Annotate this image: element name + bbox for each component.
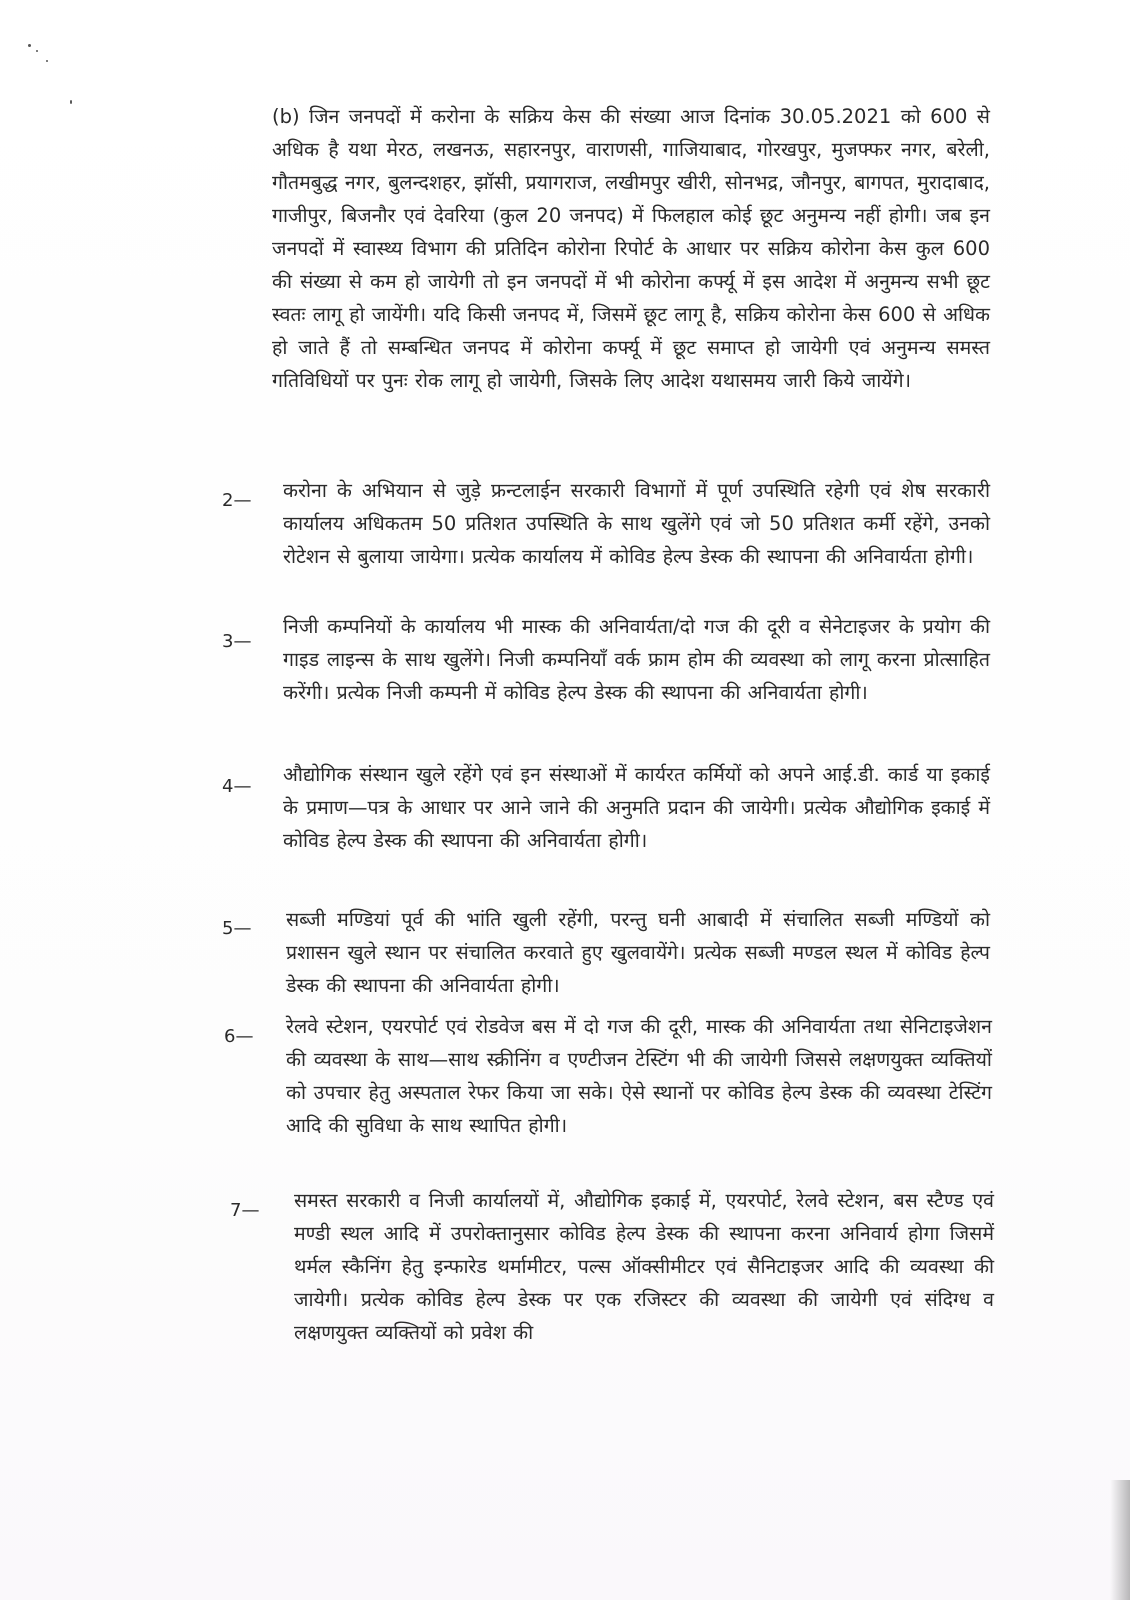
scan-speck [36,50,38,52]
paragraph-number: 7— [230,1200,260,1221]
scan-speck [28,44,31,47]
scan-speck [46,60,48,62]
scan-speck [70,100,72,104]
paragraph-5: सब्जी मण्डियां पूर्व की भांति खुली रहेंगी, परन्तु घनी आबादी में संचालित सब्जी मण्डियों को प्रशासन खुले स्थान पर संचालित करवाते हुए खुलवायेंगे। प्रत्येक सब्जी मण्डल स्थल में कोविड हेल्प डेस्क की स्थापना की अनिवार्यता होगी। [286,908,990,997]
paragraph-7: समस्त सरकारी व निजी कार्यालयों में, औद्योगिक इकाई में, एयरपोर्ट, रेलवे स्टेशन, बस स्टैण्ड एवं मण्डी स्थल आदि में उपरोक्तानुसार कोविड हेल्प डेस्क की स्थापना करना अनिवार्य होगा जिसमें थर्मल स्कैनिंग हेतु इन्फारेड थर्मामीटर, पल्स ऑक्सीमीटर एवं सैनिटाइजर आदि की व्यवस्था की जायेगी। प्रत्येक कोविड हेल्प डेस्क पर एक रजिस्टर की व्यवस्था की जायेगी एवं संदिग्ध व लक्षणयुक्त व्यक्तियों को प्रवेश की [294,1189,994,1344]
paragraph-6: रेलवे स्टेशन, एयरपोर्ट एवं रोडवेज बस में दो गज की दूरी, मास्क की अनिवार्यता तथा सेनिटाइजेशन की व्यवस्था के साथ—साथ स्क्रीनिंग व एण्टीजन टेस्टिंग भी की जायेगी जिससे लक्षणयुक्त व्यक्तियों को उपचार हेतु अस्पताल रेफर किया जा सके। ऐसे स्थानों पर कोविड हेल्प डेस्क की व्यवस्था टेस्टिंग आदि की सुविधा के साथ स्थापित होगी। [286,1015,992,1137]
paragraph-number: 3— [222,631,252,652]
paragraph-b: (b) जिन जनपदों में करोना के सक्रिय केस की संख्या आज दिनांक 30.05.2021 को 600 से अधिक है यथा मेरठ, लखनऊ, सहारनपुर, वाराणसी, गाजियाबाद, गोरखपुर, मुजफ्फर नगर, बरेली, गौतमबुद्ध नगर, बुलन्दशहर, झॉसी, प्रयागराज, लखीमपुर खीरी, सोनभद्र, जौनपुर, बागपत, मुरादाबाद, गाजीपुर, बिजनौर एवं देवरिया (कुल 20 जनपद) में फिलहाल कोई छूट अनुमन्य नहीं होगी। जब इन जनपदों में स्वास्थ्य विभाग की प्रतिदिन कोरोना रिपोर्ट के आधार पर सक्रिय कोरोना केस कुल 600 की संख्या से कम हो जायेगी तो इन जनपदों में भी कोरोना कर्फ्यू में इस आदेश में अनुमन्य सभी छूट स्वतः लागू हो जायेंगी। यदि किसी जनपद में, जिसमें छूट लागू है, सक्रिय कोरोना केस 600 से अधिक हो जाते हैं तो सम्बन्धित जनपद में कोरोना कर्फ्यू में छूट समाप्त हो जायेगी एवं अनुमन्य समस्त गतिविधियों पर पुनः रोक लागू हो जायेगी, जिसके लिए आदेश यथासमय जारी किये जायेंगे। [272,105,990,392]
paragraph-4: औद्योगिक संस्थान खुले रहेंगे एवं इन संस्थाओं में कार्यरत कर्मियों को अपने आई.डी. कार्ड या इकाई के प्रमाण—पत्र के आधार पर आने जाने की अनुमति प्रदान की जायेगी। प्रत्येक औद्योगिक इकाई में कोविड हेल्प डेस्क की स्थापना की अनिवार्यता होगी। [283,763,990,852]
scan-edge-shadow [1110,1480,1130,1600]
paragraph-number: 2— [222,490,252,511]
paragraph-number: 6— [224,1026,254,1047]
paragraph-number: 4— [222,776,252,797]
paragraph-3: निजी कम्पनियों के कार्यालय भी मास्क की अनिवार्यता/दो गज की दूरी व सेनेटाइजर के प्रयोग की गाइड लाइन्स के साथ खुलेंगे। निजी कम्पनियाँ वर्क फ्राम होम की व्यवस्था को लागू करना प्रोत्साहित करेंगी। प्रत्येक निजी कम्पनी में कोविड हेल्प डेस्क की स्थापना की अनिवार्यता होगी। [283,615,990,704]
paragraph-2: करोना के अभियान से जुड़े फ्रन्टलाईन सरकारी विभागों में पूर्ण उपस्थिति रहेगी एवं शेष सरकारी कार्यालय अधिकतम 50 प्रतिशत उपस्थिति के साथ खुलेंगे एवं जो 50 प्रतिशत कर्मी रहेंगे, उनको रोटेशन से बुलाया जायेगा। प्रत्येक कार्यालय में कोविड हेल्प डेस्क की स्थापना की अनिवार्यता होगी। [283,479,990,568]
paragraph-number: 5— [222,918,252,939]
